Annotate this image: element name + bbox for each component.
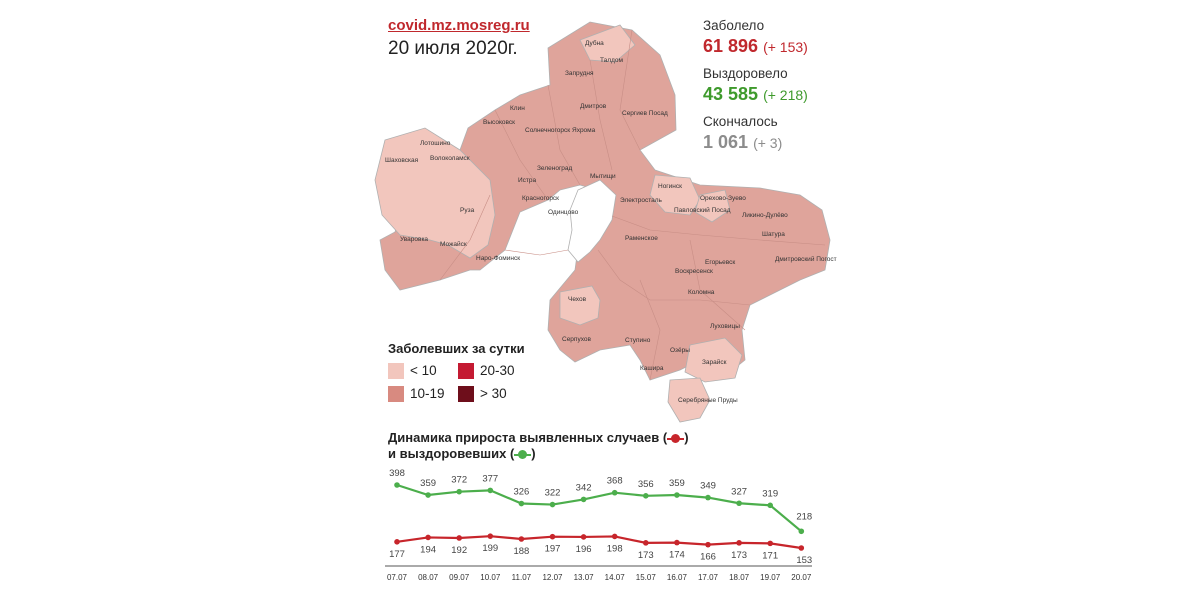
x-tick-label: 15.07 bbox=[635, 573, 656, 582]
x-tick-label: 17.07 bbox=[697, 573, 719, 582]
infected-data-label: 192 bbox=[451, 544, 468, 556]
district-label: Озёры bbox=[670, 347, 690, 354]
district-label: Руза bbox=[460, 207, 475, 214]
infected-value: 61 896 bbox=[703, 36, 759, 56]
recovered-point bbox=[767, 503, 773, 509]
recovered-data-label: 349 bbox=[700, 480, 716, 492]
recovered-data-label: 359 bbox=[420, 478, 437, 490]
district-label: Высоковск bbox=[483, 119, 515, 126]
recovered-point bbox=[488, 488, 494, 494]
recovered-data-label: 218 bbox=[796, 511, 813, 523]
recovered-point bbox=[581, 497, 587, 503]
infected-point bbox=[612, 534, 618, 540]
recovered-data-label: 377 bbox=[482, 473, 499, 485]
recovered-point bbox=[550, 502, 556, 508]
recovered-point bbox=[674, 492, 680, 498]
infected-point bbox=[550, 534, 556, 540]
infected-data-label: 188 bbox=[513, 546, 530, 557]
legend-label-gt30: > 30 bbox=[480, 386, 507, 401]
x-tick-label: 18.07 bbox=[729, 573, 750, 582]
district-label: Дмитров bbox=[580, 103, 607, 110]
district-label: Шатура bbox=[762, 231, 785, 238]
infected-data-label: 173 bbox=[637, 549, 654, 561]
district-label: Солнечногорск bbox=[525, 127, 571, 134]
recovered-series-marker-icon bbox=[518, 450, 527, 459]
infected-point bbox=[674, 540, 680, 546]
infected-data-label: 171 bbox=[762, 550, 779, 562]
district-label: Талдом bbox=[600, 57, 623, 64]
infected-data-label: 196 bbox=[575, 543, 592, 555]
recovered-point bbox=[705, 495, 711, 501]
infected-data-label: 198 bbox=[606, 543, 623, 555]
district-label: Красногорск bbox=[522, 195, 560, 202]
district-label: Яхрома bbox=[572, 127, 596, 134]
infected-point bbox=[643, 540, 649, 546]
district-label: Ступино bbox=[625, 337, 651, 344]
district-label: Серебряные Пруды bbox=[678, 397, 738, 404]
recovered-data-label: 398 bbox=[389, 468, 405, 479]
infected-point bbox=[456, 535, 462, 541]
district-fill-light bbox=[560, 286, 600, 325]
x-tick-label: 12.07 bbox=[542, 573, 563, 582]
recovered-point bbox=[456, 489, 462, 495]
recovered-point bbox=[394, 482, 400, 488]
infected-point bbox=[736, 540, 742, 546]
infected-point bbox=[799, 545, 805, 551]
district-label: Клин bbox=[510, 105, 525, 112]
infected-data-label: 199 bbox=[482, 543, 499, 555]
district-label: Зеленоград bbox=[537, 165, 573, 172]
recovered-data-label: 342 bbox=[575, 482, 592, 494]
district-label: Уваровка bbox=[400, 236, 429, 243]
deceased-total bbox=[703, 132, 782, 153]
recovered-data-label: 322 bbox=[544, 487, 561, 499]
district-label: Серпухов bbox=[562, 336, 591, 343]
deceased-value: 1 061 bbox=[703, 132, 749, 152]
deceased-label: Скончалось bbox=[703, 114, 778, 129]
district-label: Наро-Фоминск bbox=[476, 255, 521, 262]
district-label: Ликино-Дулёво bbox=[742, 212, 788, 219]
district-label: Чехов bbox=[568, 296, 587, 303]
recovered-point bbox=[425, 492, 431, 498]
recovered-data-label: 368 bbox=[606, 475, 623, 487]
recovered-data-label: 356 bbox=[637, 478, 654, 490]
legend-swatch-lt10 bbox=[388, 363, 404, 379]
infected-point bbox=[394, 539, 400, 545]
recovered-point bbox=[612, 490, 618, 496]
legend-label-10-19: 10-19 bbox=[410, 386, 445, 401]
district-label: Егорьевск bbox=[705, 259, 736, 266]
x-tick-label: 14.07 bbox=[604, 573, 625, 582]
recovered-point bbox=[799, 528, 805, 534]
infected-data-label: 174 bbox=[668, 549, 685, 561]
district-label: Орехово-Зуево bbox=[700, 195, 746, 202]
district-label: Шаховская bbox=[385, 157, 419, 164]
recovered-data-label: 326 bbox=[513, 486, 530, 498]
chart-title-line1: Динамика прироста выявленных случаев ( ) bbox=[388, 430, 689, 445]
legend-title: Заболевших за сутки bbox=[388, 341, 525, 356]
district-label: Луховицы bbox=[710, 323, 740, 330]
dynamics-line-chart bbox=[376, 460, 816, 590]
recovered-value: 43 585 bbox=[703, 84, 759, 104]
x-tick-label: 11.07 bbox=[511, 573, 532, 582]
deceased-delta: (+ 3) bbox=[753, 135, 783, 151]
recovered-point bbox=[736, 500, 742, 506]
district-label: Одинцово bbox=[548, 209, 579, 216]
infected-data-label: 177 bbox=[389, 548, 405, 560]
x-tick-label: 13.07 bbox=[573, 573, 594, 582]
x-tick-label: 20.07 bbox=[791, 573, 812, 582]
legend-label-lt10: < 10 bbox=[410, 363, 437, 378]
recovered-data-label: 327 bbox=[731, 486, 748, 498]
x-tick-label: 09.07 bbox=[449, 573, 470, 582]
recovered-data-label: 319 bbox=[762, 488, 779, 500]
source-link[interactable]: covid.mz.mosreg.ru bbox=[388, 17, 530, 34]
recovered-delta: (+ 218) bbox=[763, 87, 808, 103]
infected-series-marker-icon bbox=[671, 434, 680, 443]
infected-data-label: 173 bbox=[731, 549, 748, 561]
district-label: Зарайск bbox=[702, 359, 727, 366]
report-date: 20 июля 2020г. bbox=[388, 38, 518, 59]
infected-data-label: 153 bbox=[796, 555, 813, 566]
district-label: Кашира bbox=[640, 365, 664, 372]
infected-point bbox=[767, 541, 773, 547]
infected-point bbox=[581, 534, 587, 540]
district-label: Волоколамск bbox=[430, 155, 470, 162]
district-label: Сергиев Посад bbox=[622, 110, 668, 117]
legend-swatch-20-30 bbox=[458, 363, 474, 379]
infected-point bbox=[488, 533, 494, 539]
map-region-shapes bbox=[375, 22, 830, 422]
district-label: Истра bbox=[518, 177, 537, 184]
infected-label: Заболело bbox=[703, 18, 765, 33]
infected-data-label: 194 bbox=[420, 544, 437, 556]
district-label: Дубна bbox=[585, 40, 604, 47]
infected-point bbox=[425, 535, 431, 541]
chart-title bbox=[388, 430, 689, 462]
recovered-point bbox=[643, 493, 649, 499]
x-tick-label: 10.07 bbox=[480, 573, 501, 582]
district-label: Дмитровский Погост bbox=[775, 256, 837, 263]
x-tick-label: 08.07 bbox=[418, 573, 439, 582]
legend-swatch-10-19 bbox=[388, 386, 404, 402]
x-tick-label: 16.07 bbox=[666, 573, 687, 582]
district-label: Можайск bbox=[440, 241, 467, 248]
infected-delta: (+ 153) bbox=[763, 39, 808, 55]
district-label: Ногинск bbox=[658, 183, 682, 190]
infected-data-label: 197 bbox=[544, 543, 561, 555]
recovered-point bbox=[519, 501, 525, 507]
x-tick-label: 19.07 bbox=[760, 573, 781, 582]
district-label: Павловский Посад bbox=[674, 207, 731, 214]
recovered-data-label: 372 bbox=[451, 474, 468, 486]
recovered-label: Выздоровело bbox=[703, 66, 788, 81]
recovered-total bbox=[703, 84, 808, 105]
infected-data-label: 166 bbox=[700, 551, 716, 563]
district-label: Лотошино bbox=[420, 140, 451, 147]
district-label: Запрудня bbox=[565, 70, 594, 77]
legend-label-20-30: 20-30 bbox=[480, 363, 515, 378]
infected-point bbox=[705, 542, 711, 548]
district-label: Воскресенск bbox=[675, 268, 713, 275]
legend-swatch-gt30 bbox=[458, 386, 474, 402]
x-tick-label: 07.07 bbox=[386, 573, 408, 582]
district-label: Коломна bbox=[688, 289, 715, 296]
chart-title-line2: и выздоровевших ( ) bbox=[388, 446, 536, 461]
district-label: Раменское bbox=[625, 235, 658, 242]
infected-point bbox=[519, 536, 525, 542]
recovered-data-label: 359 bbox=[668, 478, 685, 490]
district-label: Электросталь bbox=[620, 197, 662, 204]
district-label: Мытищи bbox=[590, 173, 616, 180]
infected-total bbox=[703, 36, 808, 57]
